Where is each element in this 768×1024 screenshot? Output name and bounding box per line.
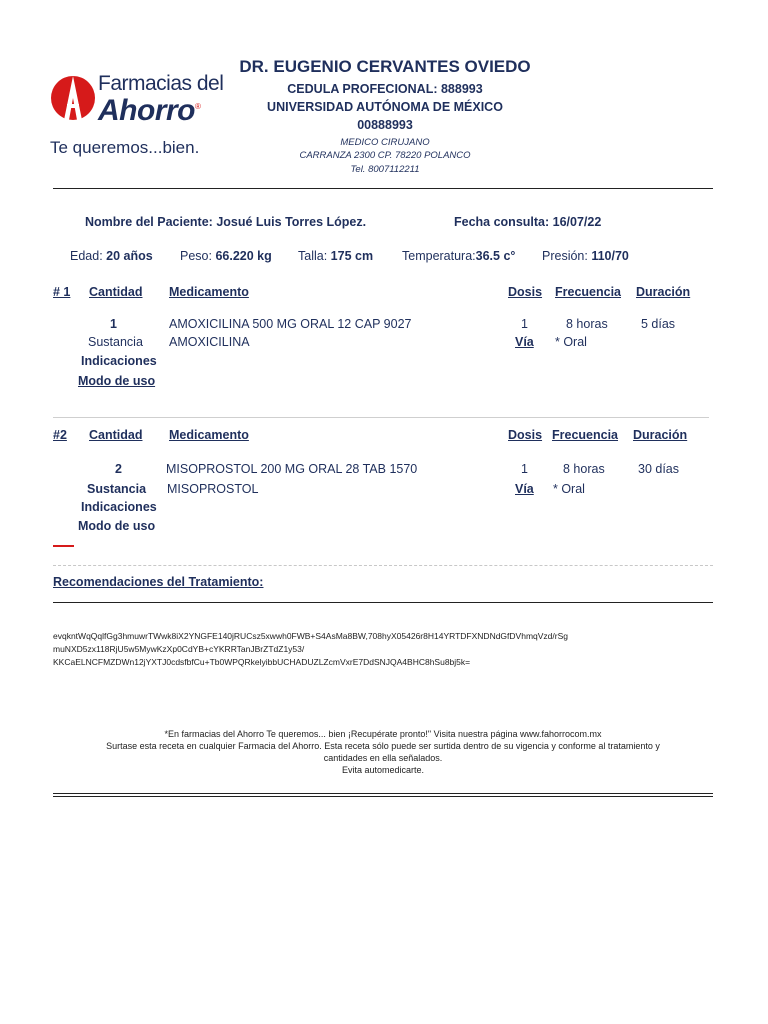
med-1-dose: 1 [521, 317, 528, 331]
med-2-usage-label: Modo de uso [78, 519, 156, 533]
patient-name-row [85, 215, 366, 229]
med-1-quantity: 1 [110, 317, 117, 331]
med-2-duration: 30 días [638, 462, 680, 476]
med-1-duration-header: Duración [636, 285, 691, 299]
med-2-frequency-header: Frecuencia [552, 428, 619, 442]
vital-pressure [542, 249, 629, 263]
code-line-2: muNXD5zx118RjU5w5MywKzXp0CdYB+cYKRRTanJBrZTdZ1y53/ [53, 644, 305, 654]
med-1-indications-label: Indicaciones [81, 354, 157, 368]
recommendations-divider [53, 602, 713, 603]
logo-text-line2 [98, 94, 200, 128]
footer-divider [53, 793, 713, 797]
doctor-code: 00888993 [357, 118, 413, 132]
pressure-label: Presión: [542, 249, 588, 263]
med-2-quantity: 2 [115, 462, 122, 476]
med-2-frequency: 8 horas [563, 462, 605, 476]
doctor-name: DR. EUGENIO CERVANTES OVIEDO [239, 57, 531, 76]
footer-notes [53, 728, 713, 776]
med-2-dose: 1 [521, 462, 528, 476]
med-1-route: * Oral [555, 335, 587, 349]
doctor-specialty: MEDICO CIRUJANO [340, 137, 430, 148]
vital-age [70, 249, 153, 263]
consult-date: 16/07/22 [552, 215, 602, 229]
logo-tagline: Te queremos...bien. [50, 138, 200, 157]
code-line-1: evqkntWqQqlfGg3hmuwrTWwk8iX2YNGFE140jRUCsz5xwwh0FWB+S4AsMa8BW,708hyX05426r8H14YRTDFXNDNdGfDVhmqVzd/rSg [53, 631, 568, 641]
med-2-medication-header: Medicamento [169, 428, 249, 442]
med-2-number: #2 [53, 428, 67, 442]
temperature-label: Temperatura: [402, 249, 476, 263]
med-1-frequency-header: Frecuencia [555, 285, 622, 299]
doctor-address: CARRANZA 2300 CP. 78220 POLANCO [299, 150, 471, 161]
med-2-duration-header: Duración [633, 428, 688, 442]
med-1-number: # 1 [53, 285, 71, 299]
registered-mark: ® [195, 102, 201, 111]
header-divider [53, 188, 713, 189]
logo-text-line1: Farmacias del [98, 72, 224, 95]
height-value: 175 cm [330, 249, 374, 263]
consult-date-row [454, 215, 601, 229]
recommendations-title: Recomendaciones del Tratamiento: [53, 575, 264, 589]
ahorro-a-logo-icon [50, 62, 96, 132]
footer-line-2: Surtase esta receta en cualquier Farmacia del Ahorro. Esta receta sólo puede ser surtida dentro de su vigencia y conforme al tratamiento y [106, 741, 660, 751]
weight-value: 66.220 kg [215, 249, 272, 263]
vital-weight [180, 249, 272, 263]
med-1-duration: 5 días [641, 317, 676, 331]
med-2-quantity-header: Cantidad [89, 428, 143, 442]
height-label: Talla: [298, 249, 328, 263]
age-label: Edad: [70, 249, 103, 263]
consult-date-label: Fecha consulta: [454, 215, 550, 229]
patient-name-label: Nombre del Paciente: [85, 215, 213, 229]
red-dash-mark [53, 545, 74, 547]
vital-temperature [402, 249, 515, 263]
med-2-route: * Oral [553, 482, 585, 496]
med-2-substance: MISOPROSTOL [167, 482, 259, 496]
med-2-indications-label: Indicaciones [81, 500, 157, 514]
temperature-value: 36.5 c° [475, 249, 516, 263]
logo-text-ahorro: Ahorro [98, 94, 195, 127]
med-1-route-label: Vía [515, 335, 534, 349]
med-2-name: MISOPROSTOL 200 MG ORAL 28 TAB 1570 [166, 462, 418, 476]
med-2-route-label: Vía [515, 482, 534, 496]
med-1-frequency: 8 horas [566, 317, 608, 331]
med-1-dose-header: Dosis [508, 285, 543, 299]
footer-line-4: Evita automedicarte. [341, 765, 425, 775]
med-divider [53, 417, 709, 418]
med-2-substance-label: Sustancia [87, 482, 147, 496]
doctor-phone: Tel. 8007112211 [350, 164, 420, 175]
doctor-cedula: CEDULA PROFECIONAL: 888993 [287, 82, 483, 96]
vital-height [298, 249, 373, 263]
doctor-university: UNIVERSIDAD AUTÓNOMA DE MÉXICO [267, 100, 503, 114]
footer-line-3: cantidades en ella señalados. [323, 753, 443, 763]
med-1-quantity-header: Cantidad [89, 285, 143, 299]
age-value: 20 años [106, 249, 153, 263]
med-1-name: AMOXICILINA 500 MG ORAL 12 CAP 9027 [169, 317, 412, 331]
footer-line-1: *En farmacias del Ahorro Te queremos... bien ¡Recupérate pronto!" Visita nuestra página www.fahorrocom.mx [164, 729, 602, 739]
section-divider [53, 565, 713, 566]
med-1-substance: AMOXICILINA [169, 335, 250, 349]
weight-label: Peso: [180, 249, 212, 263]
patient-name: Josué Luis Torres López. [216, 215, 367, 229]
med-1-usage-label: Modo de uso [78, 374, 156, 388]
med-1-medication-header: Medicamento [169, 285, 249, 299]
digital-signature-code [53, 630, 723, 669]
med-2-dose-header: Dosis [508, 428, 543, 442]
med-1-substance-label: Sustancia [88, 335, 143, 349]
pressure-value: 110/70 [591, 249, 629, 263]
code-line-3: KKCaELNCFMZDWn12jYXTJ0cdsfbfCu+Tb0WPQRkelyibbUCHADUZLZcmVxrE7DdSNJQA4BHC8hSu8bj5k= [53, 657, 471, 667]
